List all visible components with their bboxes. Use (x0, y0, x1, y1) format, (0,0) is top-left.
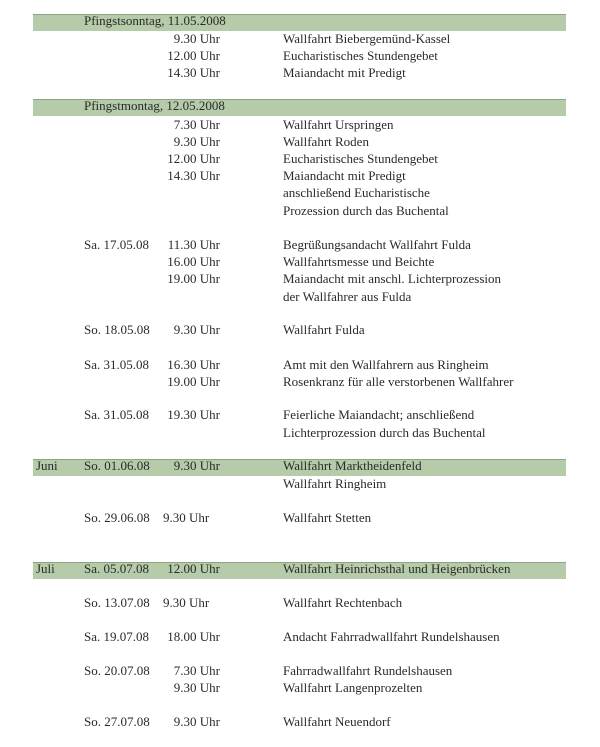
event-title: anschließend Eucharistische (283, 185, 430, 200)
event-time: 19.00 Uhr (167, 271, 220, 286)
event-time: 7.30 Uhr (173, 117, 220, 132)
event-date: Sa. 31.05.08 (84, 357, 149, 372)
month-label: Juli (36, 561, 55, 576)
event-title: der Wallfahrer aus Fulda (283, 289, 412, 304)
section-heading: Pfingstsonntag, 11.05.2008 (84, 13, 226, 28)
event-title: Wallfahrt Ringheim (283, 476, 387, 491)
event-date: So. 01.06.08 (84, 458, 150, 473)
event-time: 18.00 Uhr (167, 629, 220, 644)
event-time: 9.30 Uhr (163, 510, 210, 525)
event-time: 14.30 Uhr (167, 168, 220, 183)
event-title: Prozession durch das Buchental (283, 203, 449, 218)
event-time: 9.30 Uhr (173, 134, 220, 149)
event-title: Eucharistisches Stundengebet (283, 151, 438, 166)
event-time: 14.30 Uhr (167, 65, 220, 80)
event-title: Begrüßungsandacht Wallfahrt Fulda (283, 237, 471, 252)
event-title: Wallfahrt Langenprozelten (283, 680, 423, 695)
event-title: Fahrradwallfahrt Rundelshausen (283, 663, 453, 678)
event-time: 9.30 Uhr (173, 714, 220, 729)
event-title: Feierliche Maiandacht; anschließend (283, 407, 475, 422)
event-title: Wallfahrt Marktheidenfeld (283, 458, 422, 473)
event-time: 19.00 Uhr (167, 374, 220, 389)
event-title: Eucharistisches Stundengebet (283, 48, 438, 63)
event-time: 9.30 Uhr (173, 322, 220, 337)
event-title: Wallfahrt Heinrichsthal und Heigenbrücken (283, 561, 511, 576)
event-title: Lichterprozession durch das Buchental (283, 425, 486, 440)
event-time: 19.30 Uhr (167, 407, 220, 422)
event-date: Sa. 31.05.08 (84, 407, 149, 422)
event-title: Wallfahrt Urspringen (283, 117, 394, 132)
event-title: Wallfahrt Stetten (283, 510, 372, 525)
event-title: Maiandacht mit anschl. Lichterprozession (283, 271, 502, 286)
event-title: Wallfahrt Fulda (283, 322, 365, 337)
event-title: Wallfahrt Rechtenbach (283, 595, 403, 610)
event-date: So. 20.07.08 (84, 663, 150, 678)
event-time: 7.30 Uhr (173, 663, 220, 678)
event-title: Wallfahrtsmesse und Beichte (283, 254, 435, 269)
event-date: Sa. 19.07.08 (84, 629, 149, 644)
event-date: Sa. 05.07.08 (84, 561, 149, 576)
event-title: Wallfahrt Neuendorf (283, 714, 391, 729)
event-time: 16.30 Uhr (167, 357, 220, 372)
event-time: 16.00 Uhr (167, 254, 220, 269)
event-time: 9.30 Uhr (173, 458, 220, 473)
event-date: So. 13.07.08 (84, 595, 150, 610)
event-date: So. 29.06.08 (84, 510, 150, 525)
event-title: Andacht Fahrradwallfahrt Rundelshausen (283, 629, 500, 644)
event-date: So. 18.05.08 (84, 322, 150, 337)
section-heading: Pfingstmontag, 12.05.2008 (84, 98, 225, 113)
event-date: Sa. 17.05.08 (84, 237, 149, 252)
event-time: 11.30 Uhr (167, 237, 220, 252)
event-title: Amt mit den Wallfahrern aus Ringheim (283, 357, 489, 372)
event-time: 12.00 Uhr (167, 151, 220, 166)
event-time: 9.30 Uhr (163, 595, 210, 610)
event-time: 9.30 Uhr (173, 680, 220, 695)
event-time: 9.30 Uhr (173, 31, 220, 46)
event-time: 12.00 Uhr (167, 561, 220, 576)
event-title: Maiandacht mit Predigt (283, 65, 406, 80)
event-date: So. 27.07.08 (84, 714, 150, 729)
event-title: Wallfahrt Biebergemünd-Kassel (283, 31, 451, 46)
event-time: 12.00 Uhr (167, 48, 220, 63)
month-label: Juni (36, 458, 58, 473)
event-title: Wallfahrt Roden (283, 134, 369, 149)
event-title: Rosenkranz für alle verstorbenen Wallfahrer (283, 374, 514, 389)
event-title: Maiandacht mit Predigt (283, 168, 406, 183)
